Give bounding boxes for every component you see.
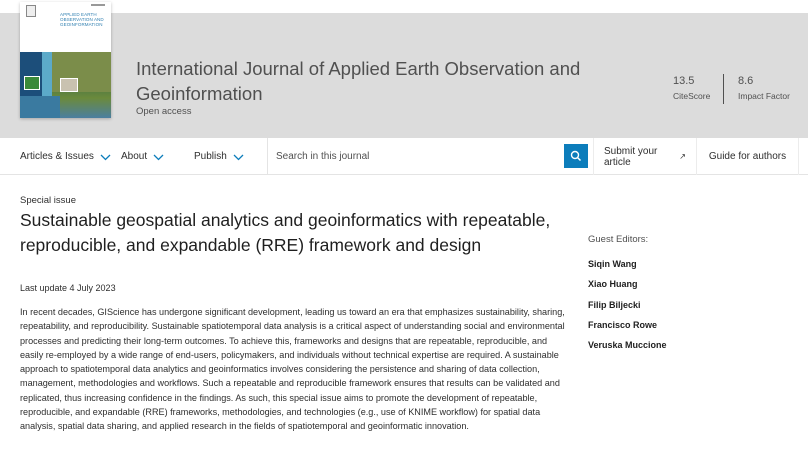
cover-tile — [24, 76, 40, 90]
search-icon — [570, 150, 582, 162]
nav-articles-issues[interactable] — [20, 138, 111, 175]
journal-nav — [0, 138, 808, 175]
guest-editor-name[interactable]: Francisco Rowe — [588, 319, 658, 330]
nav-publish-label: Publish — [194, 151, 227, 162]
metric-divider — [723, 74, 724, 104]
nav-about-label: About — [121, 151, 148, 162]
citescore-value: 13.5 — [673, 75, 695, 87]
impact-factor-label: Impact Factor — [738, 91, 790, 101]
journal-title[interactable]: International Journal of Applied Earth Observation and Geoinformation — [136, 58, 581, 104]
guest-editor-name[interactable]: Filip Biljecki — [588, 299, 641, 310]
cover-tile — [20, 96, 60, 118]
guide-for-authors-label: Guide for authors — [708, 151, 787, 162]
last-update: Last update 4 July 2023 — [20, 283, 116, 293]
cover-satellite-imagery — [20, 52, 111, 118]
chevron-down-icon — [233, 153, 244, 161]
citescore-metric[interactable] — [673, 75, 710, 101]
nav-about[interactable] — [121, 138, 164, 175]
cover-tile — [60, 78, 78, 92]
guest-editor-name[interactable]: Veruska Muccione — [588, 340, 667, 351]
guest-editor-name[interactable]: Siqin Wang — [588, 259, 637, 269]
submit-article-link[interactable] — [593, 138, 696, 175]
cover-title-line: OBSERVATION AND — [60, 17, 104, 22]
guide-for-authors-link[interactable] — [696, 138, 799, 175]
journal-header — [0, 13, 808, 138]
open-access-label: Open access — [136, 106, 192, 117]
guest-editors-heading: Guest Editors: — [588, 234, 649, 245]
journal-cover-image[interactable] — [20, 2, 111, 118]
cover-title — [60, 12, 104, 27]
guest-editor-name[interactable]: Xiao Huang — [588, 279, 638, 290]
cover-issn — [91, 4, 105, 6]
citescore-label: CiteScore — [673, 91, 711, 101]
impact-factor-value: 8.6 — [738, 75, 754, 87]
cover-title-line: APPLIED EARTH — [60, 12, 97, 17]
special-issue-description: In recent decades, GIScience has undergone significant development, leading us toward an era that emphasizes sustainability, sharing, repeatability, and reproducibility. Sustainable spatiotemporal data analysis is a critical aspect of understanding social and environmental processes and predicting their long-term outcomes. To achieve this, frameworks and designs that are repeatable, reproducible, and easily re-employed by a wide range of end-users, policymakers, and individuals without technical expertise are required. A sustainable approach to spatiotemporal data analytics and geoinformatics involves considering the persistence and sharing of data collection, management, methodologies and workflows. Such a repeatable and reproducible framework ensures that results can be validated and replicated, thus increasing confidence in the findings. As such, this special issue aims to promote the development of repeatable, reproducible, and expandable (RRE) frameworks, methodologies, and technologies (e.g., use of KNIME workflow) for spatial data analysis, spatial data sharing, and applied research in the fields of spatiotemporal and geoinformatic innovation. — [20, 307, 565, 432]
top-strip — [0, 0, 808, 13]
nav-publish[interactable] — [194, 138, 244, 175]
search-button[interactable] — [564, 144, 588, 168]
journal-search — [267, 138, 563, 175]
special-issue-kicker: Special issue — [20, 195, 76, 206]
elsevier-logo-icon — [26, 5, 36, 17]
nav-articles-label: Articles & Issues — [20, 151, 94, 162]
search-input[interactable] — [268, 151, 548, 162]
guest-editors — [588, 234, 667, 360]
impact-factor-metric[interactable] — [738, 75, 790, 101]
chevron-down-icon — [100, 153, 111, 161]
external-arrow-icon: ↗ — [679, 152, 686, 161]
cover-title-line: GEOINFORMATION — [60, 22, 103, 27]
chevron-down-icon — [153, 153, 164, 161]
submit-article-label: Submit your article — [604, 145, 658, 168]
page-title: Sustainable geospatial analytics and geoinformatics with repeatable, reproducible, and expandable (RRE) framework and design — [20, 210, 551, 255]
